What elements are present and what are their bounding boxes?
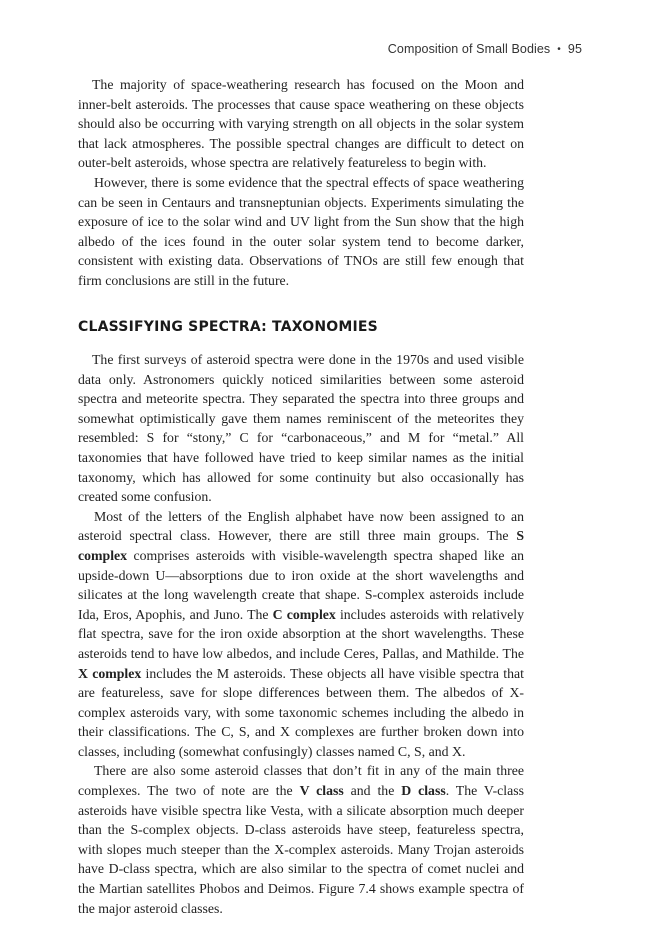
running-title: Composition of Small Bodies xyxy=(387,42,551,56)
text-run: includes the M asteroids. These objects all have visible spectra that are featureless, save for slope differences between them. The albedos of X-complex asteroids vary, with some taxonomic schemes including the albedo in their classifications. The C, S, and X complexes are further broken down into classes, including (somewhat confusingly) classes named C, S, and X. xyxy=(78,665,524,759)
section-text-block xyxy=(78,350,524,918)
page-number: 95 xyxy=(567,42,582,56)
text-run: includes asteroids with relatively flat spectra, save for the iron oxide absorption at the short wavelengths. These asteroids tend to have low albedos, and include Ceres, Pallas, and Mathilde. The xyxy=(78,606,524,661)
paragraph-first-surveys: The first surveys of asteroid spectra were done in the 1970s and used visible data only. Astronomers quickly noticed similarities between some asteroid spectra and meteorite spectra. They separated the spectra into three groups and somewhat optimistically gave them names reminiscent of the meteorites they resembled: S for “stony,” C for “carbonaceous,” and M for “metal.” All taxonomies that have followed have tried to keep similar names as the initial taxonomy, which has allowed for some continuity but also occasionally has created some confusion. xyxy=(78,352,524,505)
paragraph-other-classes xyxy=(78,761,524,918)
text-run: . The V-class asteroids have visible spectra like Vesta, with a silicate absorption much deeper than the S-complex objects. D-class asteroids have steep, featureless spectra, with slopes much steeper than the X-complex asteroids. Many Trojan asteroids have D-class spectra, which are also similar to the spectra of comet nuclei and the Martian satellites Phobos and Deimos. Figure 7.4 shows example spectra of the major asteroid classes. xyxy=(78,783,524,916)
text-run: Most of the letters of the English alphabet have now been assigned to an asteroid spectral class. However, there are still three main groups. The xyxy=(78,508,524,544)
term-d-class: D class xyxy=(401,783,446,799)
section-heading: CLASSIFYING SPECTRA: TAXONOMIES xyxy=(78,319,378,335)
running-header xyxy=(388,42,582,56)
term-c-complex: C complex xyxy=(272,606,336,622)
intro-text-block xyxy=(78,75,524,291)
paragraph-outer-solar-system: However, there is some evidence that the spectral effects of space weathering can be seen in Centaurs and transneptunian objects. Experiments simulating the exposure of ice to the solar wind and UV light from the Sun show that the high albedo of the ices found in the outer solar system tend to become darker, consistent with existing data. Observations of TNOs are still few enough that firm conclusions are still in the future. xyxy=(78,174,524,288)
text-run: comprises asteroids with visible-wavelength spectra shaped like an upside-down U—absorptions due to iron oxide at the short wavelengths and silicates at the long wavelength create that shape. S-complex asteroids include Ida, Eros, Apophis, and Juno. The xyxy=(78,547,524,622)
text-run: and the xyxy=(343,783,402,799)
paragraph-main-complexes xyxy=(78,507,524,762)
term-s-complex: S complex xyxy=(78,528,524,563)
header-separator: • xyxy=(557,44,561,55)
paragraph-space-weathering: The majority of space-weathering research has focused on the Moon and inner-belt asteroids. The processes that cause space weathering on these objects should also be occurring with varying strength on all objects in the solar system that lack atmospheres. The possible spectral changes are difficult to detect on outer-belt asteroids, whose spectra are relatively featureless to begin with. xyxy=(78,77,524,171)
term-x-complex: X complex xyxy=(78,665,142,681)
term-v-class: V class xyxy=(299,783,344,799)
text-run: There are also some asteroid classes that don’t fit in any of the main three complexes. The two of note are the xyxy=(78,763,524,799)
